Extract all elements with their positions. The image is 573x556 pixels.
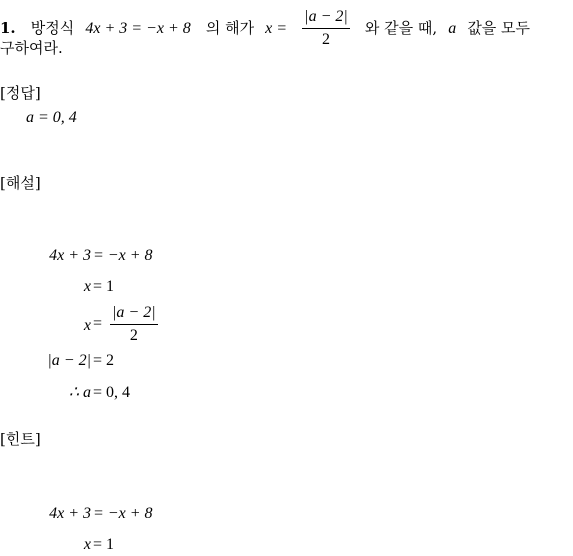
solution-row-3-numerator: |a − 2| [110,304,158,325]
problem-equation: 4x + 3 = −x + 8 [85,20,191,37]
solution-row-4 [0,350,573,372]
hint-row-2-rhs: = 1 [93,536,115,553]
hint-row-2 [0,534,573,556]
solution-row-5-lhs: ∴ a [68,384,91,401]
answer-value: a = 0, 4 [26,109,77,126]
solution-row-1 [0,245,573,267]
solution-row-2-rhs: = 1 [93,278,115,295]
solution-row-3-equals: = [93,315,103,333]
solution-row-3-rhs [93,304,158,345]
problem-fraction [302,8,350,49]
solution-row-5-rhs: = 0, 4 [93,384,131,401]
problem-text-d: 값을 모두 [467,19,531,37]
hint-row-1-lhs: 4x + 3 [49,505,91,522]
solution-row-3-denominator: 2 [129,327,138,344]
hint-row-1-rhs: = −x + 8 [93,505,153,522]
problem-x-equals: x = [265,20,288,37]
solution-row-1-lhs: 4x + 3 [49,247,91,264]
solution-row-3-fraction [110,304,158,345]
problem-fraction-numerator: |a − 2| [302,8,350,29]
solution-row-3 [0,304,573,348]
problem-fraction-denominator: 2 [321,31,330,48]
solution-row-4-rhs: = 2 [93,352,115,369]
solution-header: [해설] [0,174,41,192]
hint-header: [힌트] [0,430,41,448]
solution-row-3-lhs: x [83,317,91,334]
hint-row-2-lhs: x [83,536,91,553]
problem-text-b: 의 해가 [205,19,255,37]
problem-line-2: 구하여라. [0,39,63,57]
problem-number: 1. [0,19,16,37]
problem-text-a: 방정식 [30,19,75,37]
problem-variable-a: a [448,20,457,37]
solution-row-1-rhs: = −x + 8 [93,247,153,264]
solution-row-4-lhs: |a − 2| [47,352,91,369]
hint-row-1 [0,503,573,525]
answer-header: [정답] [0,84,41,102]
solution-row-5 [0,382,573,404]
solution-row-2-lhs: x [83,278,91,295]
problem-text-c: 와 같을 때, [364,19,438,37]
solution-row-2 [0,276,573,298]
